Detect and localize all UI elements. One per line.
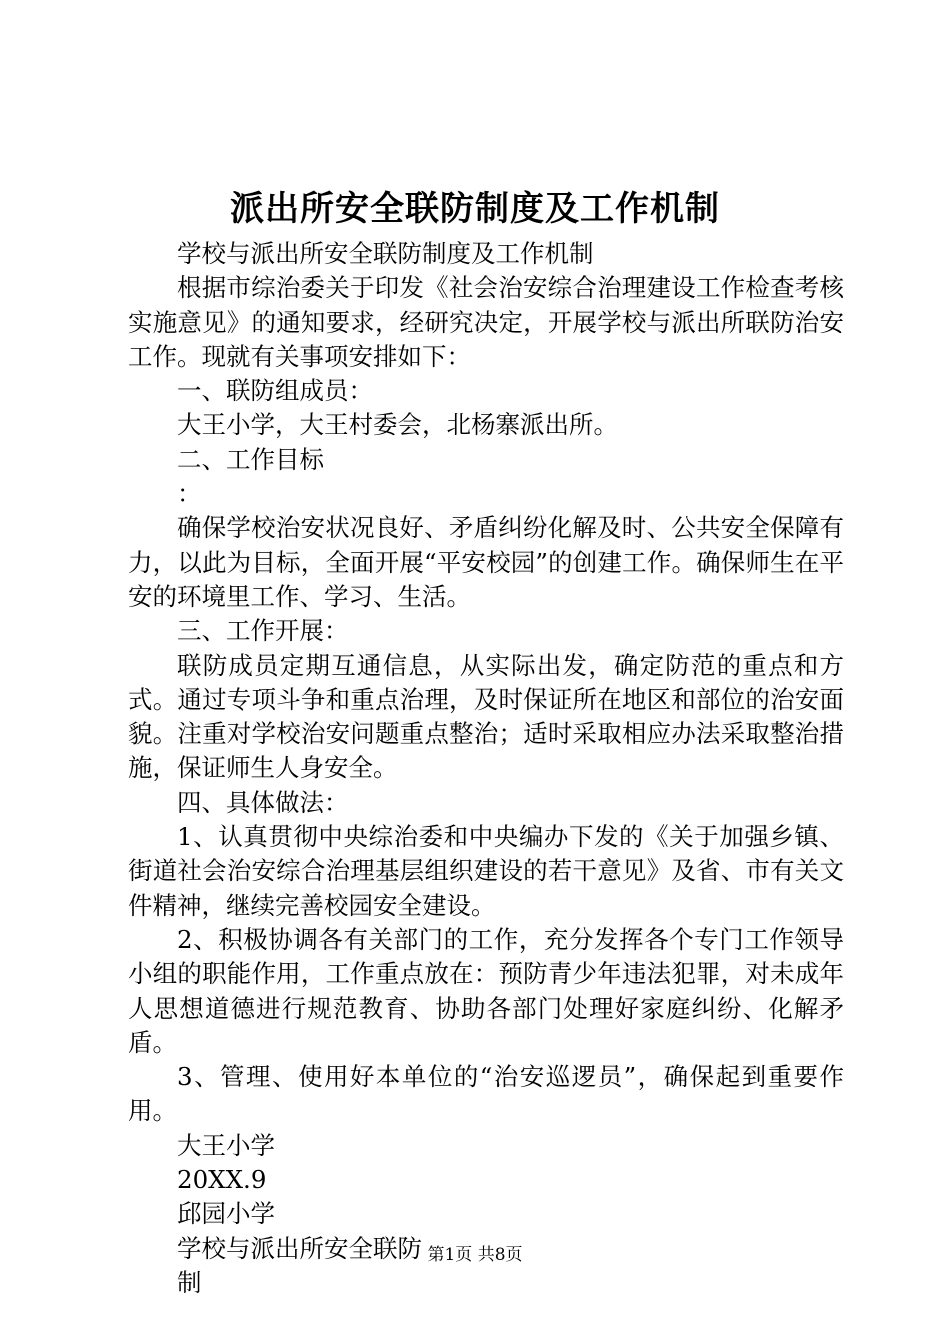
heading-goals: 二、工作目标 xyxy=(177,444,324,474)
paragraph-members: 大王小学，大王村委会，北杨寨派出所。 xyxy=(177,410,618,440)
signature-date: 20XX.9 xyxy=(177,1165,267,1195)
heading-work: 三、工作开展： xyxy=(177,616,349,646)
heading-members: 一、联防组成员： xyxy=(177,376,373,406)
paragraph-method-1: 1、认真贯彻中央综治委和中央编办下发的《关于加强乡镇、街道社会治安综合治理基层组织建设的若干意见》及省、市有关文件精神，继续完善校园安全建设。 xyxy=(128,822,844,920)
paragraph-next-title: 学校与派出所安全联防 xyxy=(177,1233,422,1263)
paragraph-next-title-cont: 制 xyxy=(177,1267,202,1297)
page-footer: 第1页 共8页 xyxy=(427,1245,523,1265)
heading-methods: 四、具体做法： xyxy=(177,787,349,817)
document-title: 派出所安全联防制度及工作机制 xyxy=(230,189,720,229)
signature-school: 大王小学 xyxy=(177,1130,275,1160)
document-body xyxy=(128,237,844,1300)
paragraph-colon: ： xyxy=(177,479,202,509)
paragraph-method-2: 2、积极协调各有关部门的工作，充分发挥各个专门工作领导小组的职能作用，工作重点放在：预防青少年违法犯罪，对未成年人思想道德进行规范教育、协助各部门处理好家庭纠纷、化解矛盾。 xyxy=(128,924,844,1057)
paragraph-intro: 根据市综治委关于印发《社会治安综合治理建设工作检查考核实施意见》的通知要求，经研究决定，开展学校与派出所联防治安工作。现就有关事项安排如下： xyxy=(128,273,844,371)
paragraph-work: 联防成员定期互通信息，从实际出发，确定防范的重点和方式。通过专项斗争和重点治理，及时保证所在地区和部位的治安面貌。注重对学校治安问题重点整治；适时采取相应办法采取整治措施，保证师生人身安全。 xyxy=(128,650,844,783)
paragraph-next-school: 邱园小学 xyxy=(177,1199,275,1229)
paragraph-method-3: 3、管理、使用好本单位的“治安巡逻员”，确保起到重要作用。 xyxy=(128,1062,844,1126)
paragraph-subtitle: 学校与派出所安全联防制度及工作机制 xyxy=(177,239,594,268)
paragraph-goals: 确保学校治安状况良好、矛盾纠纷化解及时、公共安全保障有力，以此为目标，全面开展“平安校园”的创建工作。确保师生在平安的环境里工作、学习、生活。 xyxy=(128,513,844,611)
